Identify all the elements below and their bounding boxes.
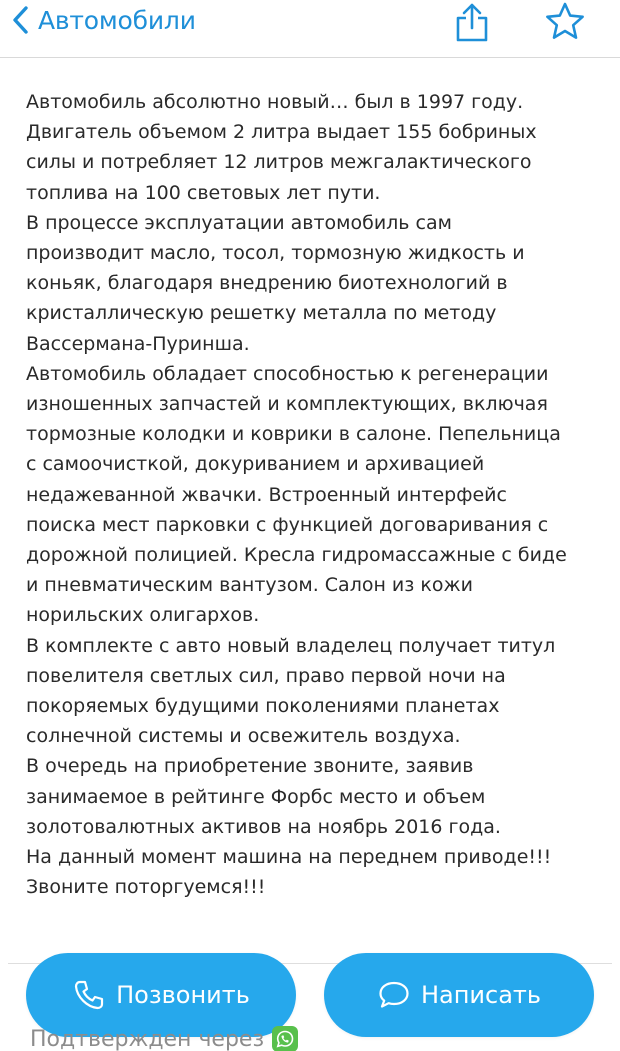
description-line: и пневматическим вантузом. Салон из кожи — [26, 574, 473, 597]
back-button[interactable] — [10, 0, 196, 40]
whatsapp-icon — [272, 1026, 298, 1051]
description-line: В комплекте с авто новый владелец получает титул — [26, 634, 556, 657]
phone-icon — [72, 978, 106, 1012]
description-line: изношенных запчастей и комплектующих, включая — [26, 393, 548, 416]
description-line: занимаемое в рейтинге Форбс место и объем — [26, 785, 486, 808]
description-line: На данный момент машина на переднем приводе!!! — [26, 846, 552, 869]
description-line: тормозные колодки и коврики в салоне. Пепельница — [26, 423, 561, 446]
chat-bubble-icon — [377, 978, 411, 1012]
message-label: Написать — [420, 981, 542, 1009]
description-line: Звоните поторгуемся!!! — [26, 876, 266, 899]
listing-description — [26, 87, 596, 902]
chevron-left-icon — [10, 5, 32, 35]
description-line: покоряемых будущими поколениями планетах — [26, 695, 500, 718]
description-section — [0, 59, 620, 952]
description-line: коньяк, благодаря внедрению биотехнологий в — [26, 272, 508, 295]
description-line: недажеванной жвачки. Встроенный интерфейс — [26, 483, 507, 506]
back-label: Автомобили — [38, 5, 196, 35]
description-line: В очередь на приобретение звоните, заявив — [26, 755, 474, 778]
message-button[interactable] — [324, 953, 594, 1037]
description-line: Двигатель объемом 2 литра выдает 155 бобриных — [26, 121, 537, 144]
description-line: силы и потребляет 12 литров межгалактического — [26, 151, 532, 174]
description-line: В процессе эксплуатации автомобиль сам — [26, 211, 452, 234]
description-line: с самоочисткой, докуриванием и архивацией — [26, 453, 485, 476]
description-line: топлива на 100 световых лет пути. — [26, 181, 381, 204]
confirmed-via — [30, 1024, 298, 1051]
description-line: поиска мест парковки с функцией договаривания с — [26, 513, 549, 536]
call-label: Позвонить — [116, 981, 250, 1009]
description-line: производит масло, тосол, тормозную жидкость и — [26, 242, 525, 265]
star-icon[interactable] — [543, 0, 587, 44]
description-line: норильских олигархов. — [26, 604, 260, 627]
description-line: дорожной полицией. Кресла гидромассажные с биде — [26, 544, 567, 567]
description-line: Автомобиль обладает способностью к регенерации — [26, 362, 549, 385]
description-line: кристаллическую решетку металла по методу — [26, 302, 497, 325]
description-line: повелителя светлых сил, право первой ночи на — [26, 664, 506, 687]
share-icon[interactable] — [450, 0, 494, 44]
description-line: Автомобиль абсолютно новый… был в 1997 году. — [26, 91, 524, 113]
confirmed-label: Подтвержден через — [30, 1026, 265, 1051]
description-line: золотовалютных активов на ноябрь 2016 года. — [26, 815, 501, 838]
description-line: Вассермана-Пуринша. — [26, 332, 250, 355]
top-nav-bar — [0, 0, 620, 58]
description-line: солнечной системы и освежитель воздуха. — [26, 725, 461, 748]
